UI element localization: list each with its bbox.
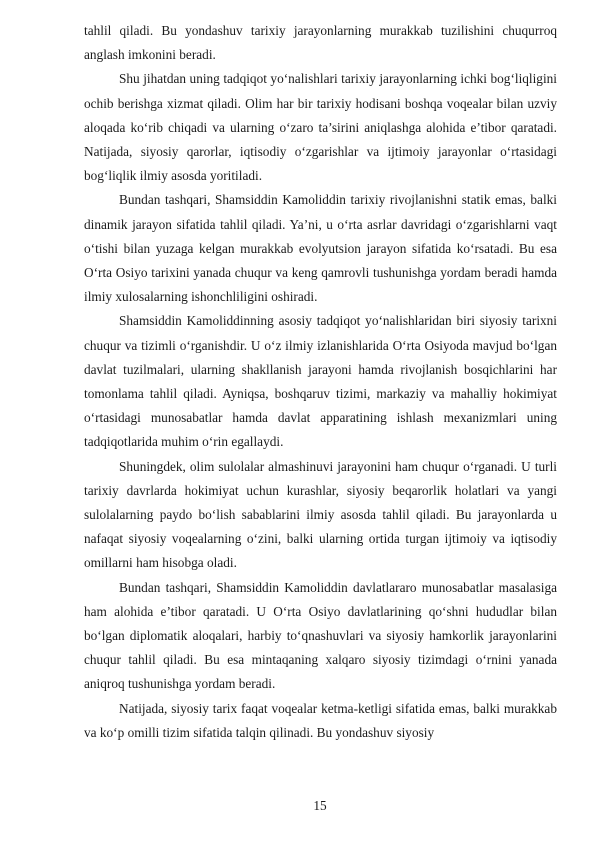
page-number: 15 — [313, 798, 327, 813]
paragraph: Natijada, siyosiy tarix faqat voqealar ketma-ketligi sifatida emas, balki murakkab va ko‘p omilli tizim sifatida talqin qilinadi. Bu yondashuv siyosiy — [84, 700, 557, 740]
paragraph: Bundan tashqari, Shamsiddin Kamoliddin tarixiy rivojlanishni statik emas, balki dinamik jarayon sifatida tahlil qiladi. Ya’ni, u o‘rta asrlar davridagi o‘zgarishlarni vaqt o‘tishi bilan yuzaga kelgan murakkab evolyutsion jarayon sifatida ko‘rsatadi. Bu esa O‘rta Osiyo tarixini yanada chuqur va keng qamrovli tushunishga yordam beradi hamda ilmiy xulosalarning ishonchliligini oshiradi. — [84, 192, 557, 305]
paragraph: Shamsiddin Kamoliddinning asosiy tadqiqot yo‘nalishlaridan biri siyosiy tarixni chuqur va tizimli o‘rganishdir. U o‘z ilmiy izlanishlarida O‘rta Osiyoda mavjud bo‘lgan davlat tuzilmalari, ularning shakllanish jarayoni hamda rivojlanish bosqichlarini har tomonlama tahlil qiladi. Ayniqsa, boshqaruv tizimi, markaziy va mahalliy hokimiyat o‘rtasidagi munosabatlar hamda davlat apparatining ishlash mexanizmlari uning tadqiqotlarida muhim o‘rin egallaydi. — [84, 313, 557, 450]
document-body — [84, 19, 557, 745]
paragraph: Bundan tashqari, Shamsiddin Kamoliddin davlatlararo munosabatlar masalasiga ham alohida e’tibor qaratadi. U O‘rta Osiyo davlatlarining qo‘shni hududlar bilan bo‘lgan diplomatik aloqalari, harbiy to‘qnashuvlari va siyosiy hamkorlik jarayonlarini chuqur tahlil qiladi. Bu esa mintaqaning xalqaro siyosiy tizimdagi o‘rnini yanada aniqroq tushunishga yordam beradi. — [84, 579, 557, 692]
paragraph-continuation: tahlil qiladi. Bu yondashuv tarixiy jarayonlarning murakkab tuzilishini chuqurroq anglash imkonini beradi. — [84, 23, 557, 63]
paragraph: Shuningdek, olim sulolalar almashinuvi jarayonini ham chuqur o‘rganadi. U turli tarixiy davrlarda hokimiyat uchun kurashlar, siyosiy beqarorlik holatlari va yangi sulolalarning paydo bo‘lish sabablarini ilmiy asosda tahlil qiladi. Bu jarayonlarda u nafaqat siyosiy voqealarning o‘zini, balki ularning ortida turgan ijtimoiy va iqtisodiy omillarni ham hisobga oladi. — [84, 458, 557, 571]
paragraph: Shu jihatdan uning tadqiqot yo‘nalishlari tarixiy jarayonlarning ichki bog‘liqligini ochib berishga xizmat qiladi. Olim har bir tarixiy hodisani boshqa voqealar bilan uzviy aloqada ko‘rib chiqadi va ularning o‘zaro ta’sirini aniqlashga alohida e’tibor qaratadi. Natijada, siyosiy qarorlar, iqtisodiy o‘zgarishlar va ijtimoiy jarayonlar o‘rtasidagi bog‘liqlik ilmiy asosda yoritiladi. — [84, 71, 557, 184]
